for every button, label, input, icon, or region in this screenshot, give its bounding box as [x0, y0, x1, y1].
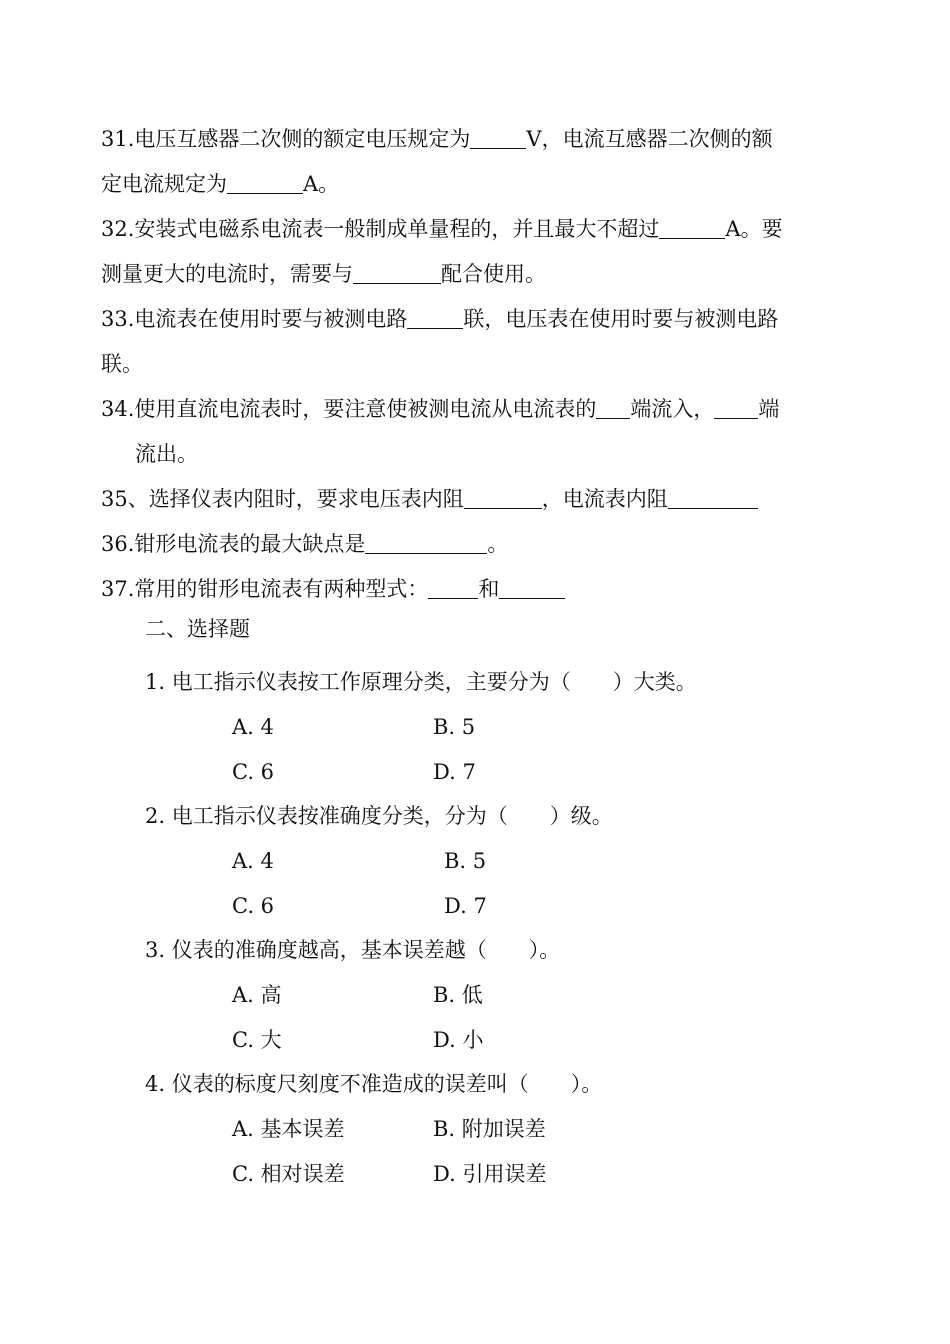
question-text: A。要: [725, 217, 783, 241]
choice-2-option-c[interactable]: C. 6: [232, 894, 275, 918]
choice-4-option-b[interactable]: B. 附加误差: [433, 1117, 546, 1141]
choice-1-option-b[interactable]: B. 5: [433, 715, 476, 739]
question-31-line-1: [101, 126, 773, 152]
question-31-line-2: [101, 171, 339, 197]
question-text: 和: [478, 577, 500, 601]
question-text: V，电流互感器二次侧的额: [526, 127, 773, 151]
answer-blank[interactable]: [227, 171, 303, 194]
question-33-line-2: [101, 351, 143, 377]
choice-1-option-d[interactable]: D. 7: [433, 760, 476, 784]
choice-question-3-stem: 3. 仪表的准确度越高，基本误差越（ ）。: [145, 938, 561, 962]
choice-1-option-a[interactable]: A. 4: [232, 715, 274, 739]
section-title: 二、选择题: [145, 617, 250, 641]
question-text: 电流表在使用时要与被测电路: [134, 307, 408, 331]
question-number: 31.: [101, 127, 135, 151]
choice-3-option-a[interactable]: A. 高: [232, 983, 282, 1007]
question-text: ，电流表内阻: [541, 487, 668, 511]
answer-blank[interactable]: [499, 576, 565, 599]
answer-blank[interactable]: [407, 306, 463, 329]
question-text: 钳形电流表的最大缺点是: [134, 532, 366, 556]
question-36-line: [101, 531, 508, 557]
question-text: 选择仪表内阻时，要求电压表内阻: [148, 487, 464, 511]
answer-blank[interactable]: [365, 531, 487, 554]
answer-blank[interactable]: [470, 126, 526, 149]
question-text: 安装式电磁系电流表一般制成单量程的，并且最大不超过: [134, 217, 660, 241]
choice-3-option-c[interactable]: C. 大: [232, 1028, 282, 1052]
answer-blank[interactable]: [464, 486, 542, 509]
answer-blank[interactable]: [596, 396, 630, 419]
question-text: 端: [758, 397, 780, 421]
choice-question-2-stem: 2. 电工指示仪表按准确度分类，分为（ ）级。: [145, 804, 613, 828]
choice-4-option-a[interactable]: A. 基本误差: [232, 1117, 345, 1141]
question-35-line: [101, 486, 758, 512]
question-text: 电压互感器二次侧的额定电压规定为: [134, 127, 471, 151]
answer-blank[interactable]: [714, 396, 758, 419]
choice-question-4-stem: 4. 仪表的标度尺刻度不准造成的误差叫（ ）。: [145, 1072, 603, 1096]
question-37-line: [101, 576, 565, 602]
choice-2-option-b[interactable]: B. 5: [444, 849, 487, 873]
choice-2-option-a[interactable]: A. 4: [232, 849, 274, 873]
choice-3-option-d[interactable]: D. 小: [433, 1028, 484, 1052]
question-text: 端流入，: [630, 397, 715, 421]
answer-blank[interactable]: [659, 216, 725, 239]
question-text: 流出。: [135, 442, 198, 466]
answer-blank[interactable]: [428, 576, 478, 599]
choice-2-option-d[interactable]: D. 7: [444, 894, 487, 918]
question-34-line-2: [135, 441, 198, 467]
question-text: 联，电压表在使用时要与被测电路: [463, 307, 779, 331]
choice-1-option-c[interactable]: C. 6: [232, 760, 275, 784]
question-number: 33.: [101, 307, 135, 331]
question-33-line-1: [101, 306, 778, 332]
question-text: 常用的钳形电流表有两种型式：: [134, 577, 429, 601]
question-text: 。: [487, 532, 509, 556]
question-text: A。: [303, 172, 340, 196]
question-text: 联。: [101, 352, 143, 376]
question-number: 32.: [101, 217, 135, 241]
question-text: 测量更大的电流时，需要与: [101, 262, 353, 286]
question-number: 35、: [101, 487, 149, 511]
question-number: 34.: [101, 397, 135, 421]
answer-blank[interactable]: [353, 261, 441, 284]
question-number: 37.: [101, 577, 135, 601]
question-32-line-2: [101, 261, 546, 287]
choice-4-option-c[interactable]: C. 相对误差: [232, 1162, 345, 1186]
choice-4-option-d[interactable]: D. 引用误差: [433, 1162, 547, 1186]
choice-3-option-b[interactable]: B. 低: [433, 983, 483, 1007]
choice-question-1-stem: 1. 电工指示仪表按工作原理分类，主要分为（ ）大类。: [145, 670, 697, 694]
question-text: 配合使用。: [441, 262, 546, 286]
question-32-line-1: [101, 216, 783, 242]
answer-blank[interactable]: [668, 486, 758, 509]
question-text: 使用直流电流表时，要注意使被测电流从电流表的: [134, 397, 597, 421]
question-text: 定电流规定为: [101, 172, 227, 196]
question-34-line-1: [101, 396, 779, 422]
question-number: 36.: [101, 532, 135, 556]
